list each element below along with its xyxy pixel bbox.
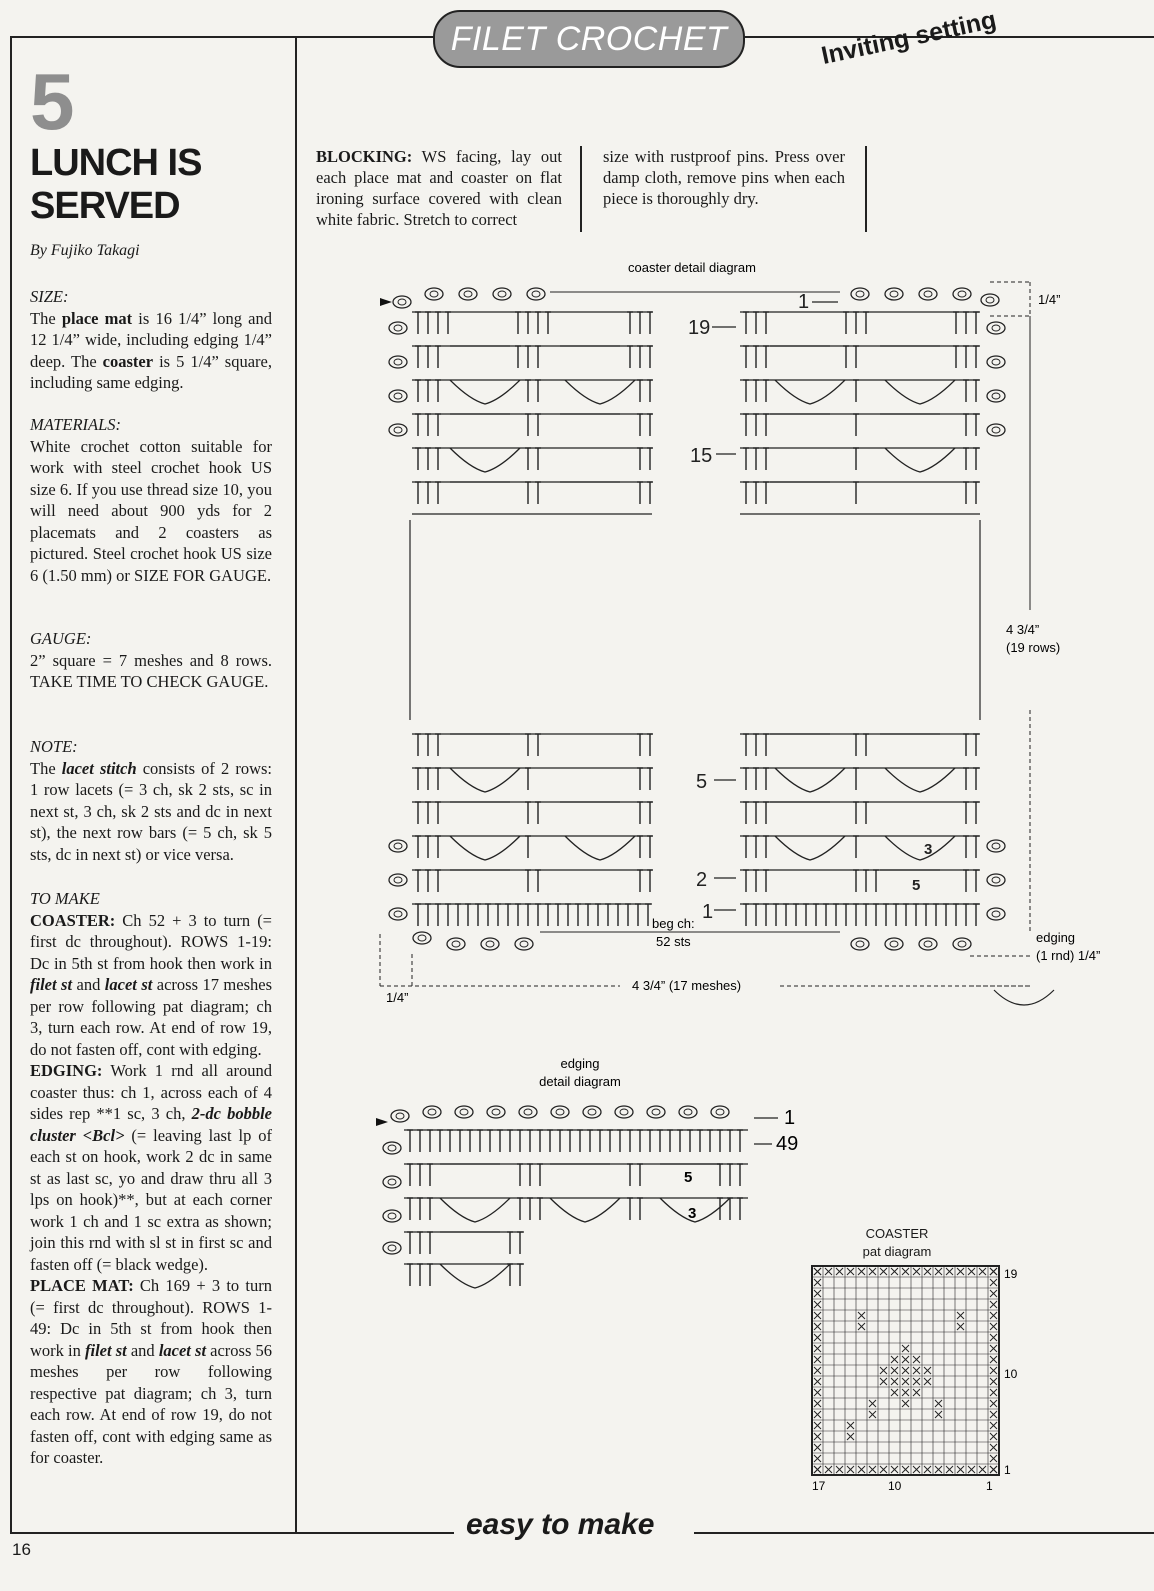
row-label-top-1: 1	[798, 291, 810, 313]
coaster-pat-diagram	[808, 1262, 1018, 1492]
gauge-section	[30, 628, 272, 693]
placemat-instructions: PLACE MAT: Ch 169 + 3 to turn (= first dc throughout). ROWS 1-49: Dc in 5th st from hook then work in filet st and lacet st across 56 meshes per row following respective pat diagram; ch 3, turn each row. At end of row 19, do not fasten off, cont with edging same as for coaster.	[30, 1276, 273, 1467]
dim-bottom-label: 4 3/4” (17 meshes)	[632, 978, 742, 993]
pat-bottom-1: 1	[986, 1479, 993, 1493]
materials-text: White crochet cotton suitable for work with steel crochet hook US size 6. If you use thread size 10, you will need about 900 yds for 2 placemats and 2 coasters as pictured. Steel crochet hook US size 6 (1.50 mm) or SIZE FOR GAUGE.	[30, 436, 272, 585]
pat-bottom-17: 17	[812, 1479, 826, 1493]
row-label-19: 19	[688, 317, 711, 339]
pat-right-19: 19	[1004, 1267, 1018, 1281]
title-line-2: SERVED	[30, 185, 180, 227]
size-heading: SIZE:	[30, 287, 69, 306]
pat-bottom-10: 10	[888, 1479, 902, 1493]
dim-top-label: 1/4”	[1038, 292, 1061, 307]
row-label-bottom-1: 1	[702, 901, 714, 923]
edging-detail-diagram	[370, 1052, 810, 1292]
pattern-number: 5	[30, 57, 75, 146]
edging-number-3: 3	[688, 1205, 697, 1222]
section-banner: FILET CROCHET	[433, 10, 745, 68]
coaster-detail-diagram	[300, 250, 1101, 1020]
lower-left-stitch-block	[412, 734, 652, 904]
tagline: Inviting setting	[818, 5, 999, 71]
edging-title-1: edging	[560, 1056, 600, 1071]
materials-heading: MATERIALS:	[30, 415, 122, 434]
materials-section	[30, 414, 272, 586]
top-edging	[380, 288, 999, 308]
edging-number-5: 5	[684, 1169, 693, 1186]
dim-left-label: 1/4”	[386, 990, 409, 1005]
edging-row-49: 49	[776, 1133, 799, 1155]
page-title	[30, 142, 201, 228]
page-number: 16	[12, 1540, 31, 1559]
dc-stitch-posts	[415, 312, 979, 926]
title-line-1: LUNCH IS	[30, 142, 202, 184]
edging-label: edging	[1036, 930, 1076, 945]
coaster-detail-title: coaster detail diagram	[628, 260, 756, 275]
pat-right-10: 10	[1004, 1367, 1018, 1381]
inner-number-5: 5	[912, 877, 921, 894]
to-make-section	[30, 888, 272, 1469]
note-heading: NOTE:	[30, 737, 78, 756]
row-label-2: 2	[696, 869, 708, 891]
blocking-rule-left	[295, 146, 297, 232]
size-section	[30, 286, 272, 394]
inner-number-3: 3	[924, 841, 933, 858]
gauge-text: 2” square = 7 meshes and 8 rows. TAKE TIME TO CHECK GAUGE.	[30, 650, 272, 691]
edging-rnd-label: (1 rnd) 1/4”	[1036, 948, 1101, 963]
to-make-heading: TO MAKE	[30, 889, 100, 908]
turning-arrow	[994, 990, 1054, 1005]
edging-title-2: detail diagram	[539, 1074, 621, 1089]
blocking-col-2: size with rustproof pins. Press over damp cloth, remove pins when each piece is thoroughly dry.	[603, 147, 845, 208]
size-text: The place mat is 16 1/4” long and 12 1/4” wide, including edging 1/4” deep. The coaster is 5 1/4” square, including same edging.	[30, 308, 272, 392]
side-edging	[389, 322, 1005, 950]
blocking-rule-mid	[580, 146, 582, 232]
pat-right-1: 1	[1004, 1463, 1011, 1477]
beg-sts-label: 52 sts	[656, 934, 691, 949]
byline: By Fujiko Takagi	[30, 242, 140, 259]
dim-side-label: 4 3/4”	[1006, 622, 1040, 637]
footer-rule-left	[10, 1532, 454, 1534]
note-section	[30, 736, 272, 865]
coaster-row-labels	[688, 291, 932, 923]
edging-row-1: 1	[784, 1107, 796, 1129]
pat-diagram-title-2: pat diagram	[862, 1244, 932, 1259]
edging-instructions: EDGING: Work 1 rnd all around coaster thus: ch 1, across each of 4 sides rep **1 sc, 3 ch, 2-dc bobble cluster <Bcl> (= leaving last lp of each st on hook, work 2 dc in same st as last sc, yo and draw thru all 3 lps on hook)**, but at each corner work 1 ch and 1 sc extra as shown; join this rnd with sl st in first sc and fasten off (= black wedge).	[30, 1061, 272, 1274]
gauge-heading: GAUGE:	[30, 629, 92, 648]
coaster-instructions: COASTER: Ch 52 + 3 to turn (= first dc throughout). ROWS 1-19: Dc in 5th st from hook then work in filet st and lacet st across 17 meshes per row following pat diagram; ch 3, turn each row. At end of row 19, do not fasten off, cont with edging.	[30, 910, 273, 1059]
note-text: The lacet stitch consists of 2 rows: 1 row lacets (= 3 ch, sk 2 sts, sc in next st, 3 ch, sk 2 sts and dc in next st), the next row bars (= 5 ch, sk 5 sts, dc in next st) or vice versa.	[30, 758, 272, 864]
beg-ch-label: beg ch:	[652, 916, 695, 931]
easy-to-make-logo: easy to make	[466, 1508, 655, 1541]
edging-rows	[404, 1130, 748, 1288]
row-label-5: 5	[696, 771, 708, 793]
upper-left-stitch-block	[412, 312, 652, 514]
row-label-arrows	[712, 302, 838, 910]
dim-side-rows-label: (19 rows)	[1006, 640, 1061, 655]
footer-rule-right	[694, 1532, 1154, 1534]
lower-right-stitch-block	[740, 734, 980, 904]
pat-diagram-title-1: COASTER	[865, 1226, 929, 1241]
blocking-col-1: BLOCKING: WS facing, lay out each place mat and coaster on flat ironing surface covered with clean white fabric. Stretch to correct	[316, 147, 562, 229]
blocking-rule-right	[865, 146, 867, 232]
row-label-15: 15	[690, 445, 713, 467]
upper-right-stitch-block	[740, 312, 980, 514]
